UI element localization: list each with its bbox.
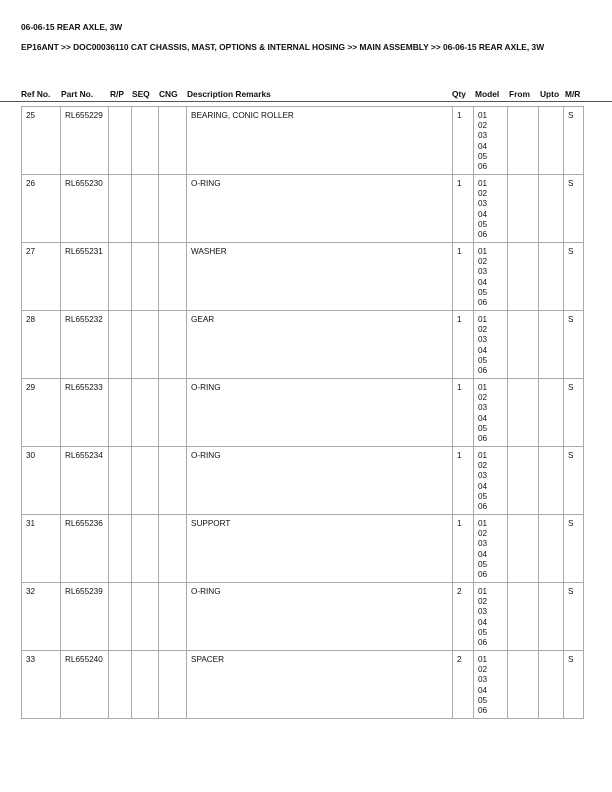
col-model: Model bbox=[475, 89, 500, 99]
seq-cell bbox=[132, 447, 159, 515]
from-cell bbox=[508, 651, 539, 719]
description-cell: SUPPORT bbox=[187, 515, 453, 583]
mr-cell: S bbox=[564, 243, 584, 311]
rp-cell bbox=[109, 379, 132, 447]
ref-cell: 30 bbox=[22, 447, 61, 515]
rp-cell bbox=[109, 107, 132, 175]
col-rp: R/P bbox=[110, 89, 124, 99]
upto-cell bbox=[539, 515, 564, 583]
ref-cell: 29 bbox=[22, 379, 61, 447]
qty-cell: 1 bbox=[453, 175, 474, 243]
mr-cell: S bbox=[564, 651, 584, 719]
qty-cell: 1 bbox=[453, 447, 474, 515]
table-row bbox=[22, 107, 584, 175]
part-no-cell: RL655231 bbox=[61, 243, 109, 311]
part-no-cell: RL655234 bbox=[61, 447, 109, 515]
seq-cell bbox=[132, 243, 159, 311]
description-cell: O-RING bbox=[187, 583, 453, 651]
seq-cell bbox=[132, 515, 159, 583]
qty-cell: 1 bbox=[453, 107, 474, 175]
qty-cell: 2 bbox=[453, 583, 474, 651]
ref-cell: 27 bbox=[22, 243, 61, 311]
model-cell: 01 02 03 04 05 06 bbox=[474, 311, 508, 379]
model-cell: 01 02 03 04 05 06 bbox=[474, 651, 508, 719]
model-cell: 01 02 03 04 05 06 bbox=[474, 515, 508, 583]
col-from: From bbox=[509, 89, 530, 99]
rp-cell bbox=[109, 583, 132, 651]
cng-cell bbox=[159, 515, 187, 583]
table-row bbox=[22, 651, 584, 719]
rp-cell bbox=[109, 447, 132, 515]
part-no-cell: RL655232 bbox=[61, 311, 109, 379]
cng-cell bbox=[159, 447, 187, 515]
seq-cell bbox=[132, 107, 159, 175]
rp-cell bbox=[109, 651, 132, 719]
from-cell bbox=[508, 447, 539, 515]
table-row bbox=[22, 583, 584, 651]
part-no-cell: RL655233 bbox=[61, 379, 109, 447]
description-cell: SPACER bbox=[187, 651, 453, 719]
qty-cell: 1 bbox=[453, 311, 474, 379]
model-cell: 01 02 03 04 05 06 bbox=[474, 175, 508, 243]
table-row bbox=[22, 447, 584, 515]
ref-cell: 32 bbox=[22, 583, 61, 651]
table-row bbox=[22, 515, 584, 583]
seq-cell bbox=[132, 583, 159, 651]
table-row bbox=[22, 175, 584, 243]
seq-cell bbox=[132, 379, 159, 447]
qty-cell: 2 bbox=[453, 651, 474, 719]
from-cell bbox=[508, 515, 539, 583]
from-cell bbox=[508, 107, 539, 175]
ref-cell: 28 bbox=[22, 311, 61, 379]
description-cell: BEARING, CONIC ROLLER bbox=[187, 107, 453, 175]
upto-cell bbox=[539, 311, 564, 379]
description-cell: O-RING bbox=[187, 447, 453, 515]
cng-cell bbox=[159, 243, 187, 311]
mr-cell: S bbox=[564, 311, 584, 379]
col-seq: SEQ bbox=[132, 89, 150, 99]
upto-cell bbox=[539, 243, 564, 311]
col-part: Part No. bbox=[61, 89, 94, 99]
table-row bbox=[22, 311, 584, 379]
description-cell: WASHER bbox=[187, 243, 453, 311]
model-cell: 01 02 03 04 05 06 bbox=[474, 379, 508, 447]
col-ref: Ref No. bbox=[21, 89, 51, 99]
ref-cell: 25 bbox=[22, 107, 61, 175]
part-no-cell: RL655236 bbox=[61, 515, 109, 583]
cng-cell bbox=[159, 175, 187, 243]
cng-cell bbox=[159, 311, 187, 379]
rp-cell bbox=[109, 175, 132, 243]
page-title: 06-06-15 REAR AXLE, 3W bbox=[21, 22, 123, 32]
part-no-cell: RL655230 bbox=[61, 175, 109, 243]
parts-table bbox=[21, 106, 584, 719]
seq-cell bbox=[132, 311, 159, 379]
part-no-cell: RL655229 bbox=[61, 107, 109, 175]
model-cell: 01 02 03 04 05 06 bbox=[474, 107, 508, 175]
rp-cell bbox=[109, 515, 132, 583]
from-cell bbox=[508, 583, 539, 651]
col-desc: Description Remarks bbox=[187, 89, 271, 99]
upto-cell bbox=[539, 107, 564, 175]
upto-cell bbox=[539, 175, 564, 243]
model-cell: 01 02 03 04 05 06 bbox=[474, 583, 508, 651]
qty-cell: 1 bbox=[453, 515, 474, 583]
ref-cell: 31 bbox=[22, 515, 61, 583]
cng-cell bbox=[159, 107, 187, 175]
model-cell: 01 02 03 04 05 06 bbox=[474, 447, 508, 515]
part-no-cell: RL655239 bbox=[61, 583, 109, 651]
col-upto: Upto bbox=[540, 89, 560, 99]
description-cell: O-RING bbox=[187, 175, 453, 243]
from-cell bbox=[508, 379, 539, 447]
rp-cell bbox=[109, 243, 132, 311]
mr-cell: S bbox=[564, 107, 584, 175]
mr-cell: S bbox=[564, 515, 584, 583]
cng-cell bbox=[159, 583, 187, 651]
description-cell: GEAR bbox=[187, 311, 453, 379]
qty-cell: 1 bbox=[453, 379, 474, 447]
description-cell: O-RING bbox=[187, 379, 453, 447]
col-cng: CNG bbox=[159, 89, 178, 99]
ref-cell: 26 bbox=[22, 175, 61, 243]
table-row bbox=[22, 379, 584, 447]
model-cell: 01 02 03 04 05 06 bbox=[474, 243, 508, 311]
cng-cell bbox=[159, 651, 187, 719]
from-cell bbox=[508, 243, 539, 311]
mr-cell: S bbox=[564, 175, 584, 243]
seq-cell bbox=[132, 651, 159, 719]
mr-cell: S bbox=[564, 583, 584, 651]
col-mr: M/R bbox=[565, 89, 581, 99]
from-cell bbox=[508, 311, 539, 379]
upto-cell bbox=[539, 583, 564, 651]
mr-cell: S bbox=[564, 447, 584, 515]
seq-cell bbox=[132, 175, 159, 243]
header-divider bbox=[0, 101, 612, 102]
upto-cell bbox=[539, 379, 564, 447]
rp-cell bbox=[109, 311, 132, 379]
upto-cell bbox=[539, 447, 564, 515]
mr-cell: S bbox=[564, 379, 584, 447]
ref-cell: 33 bbox=[22, 651, 61, 719]
table-row bbox=[22, 243, 584, 311]
upto-cell bbox=[539, 651, 564, 719]
breadcrumb: EP16ANT >> DOC00036110 CAT CHASSIS, MAST, OPTIONS & INTERNAL HOSING >> MAIN ASSEMBLY >> 06-06-15 REAR AXLE, 3W bbox=[21, 42, 545, 52]
cng-cell bbox=[159, 379, 187, 447]
from-cell bbox=[508, 175, 539, 243]
qty-cell: 1 bbox=[453, 243, 474, 311]
col-qty: Qty bbox=[452, 89, 466, 99]
part-no-cell: RL655240 bbox=[61, 651, 109, 719]
